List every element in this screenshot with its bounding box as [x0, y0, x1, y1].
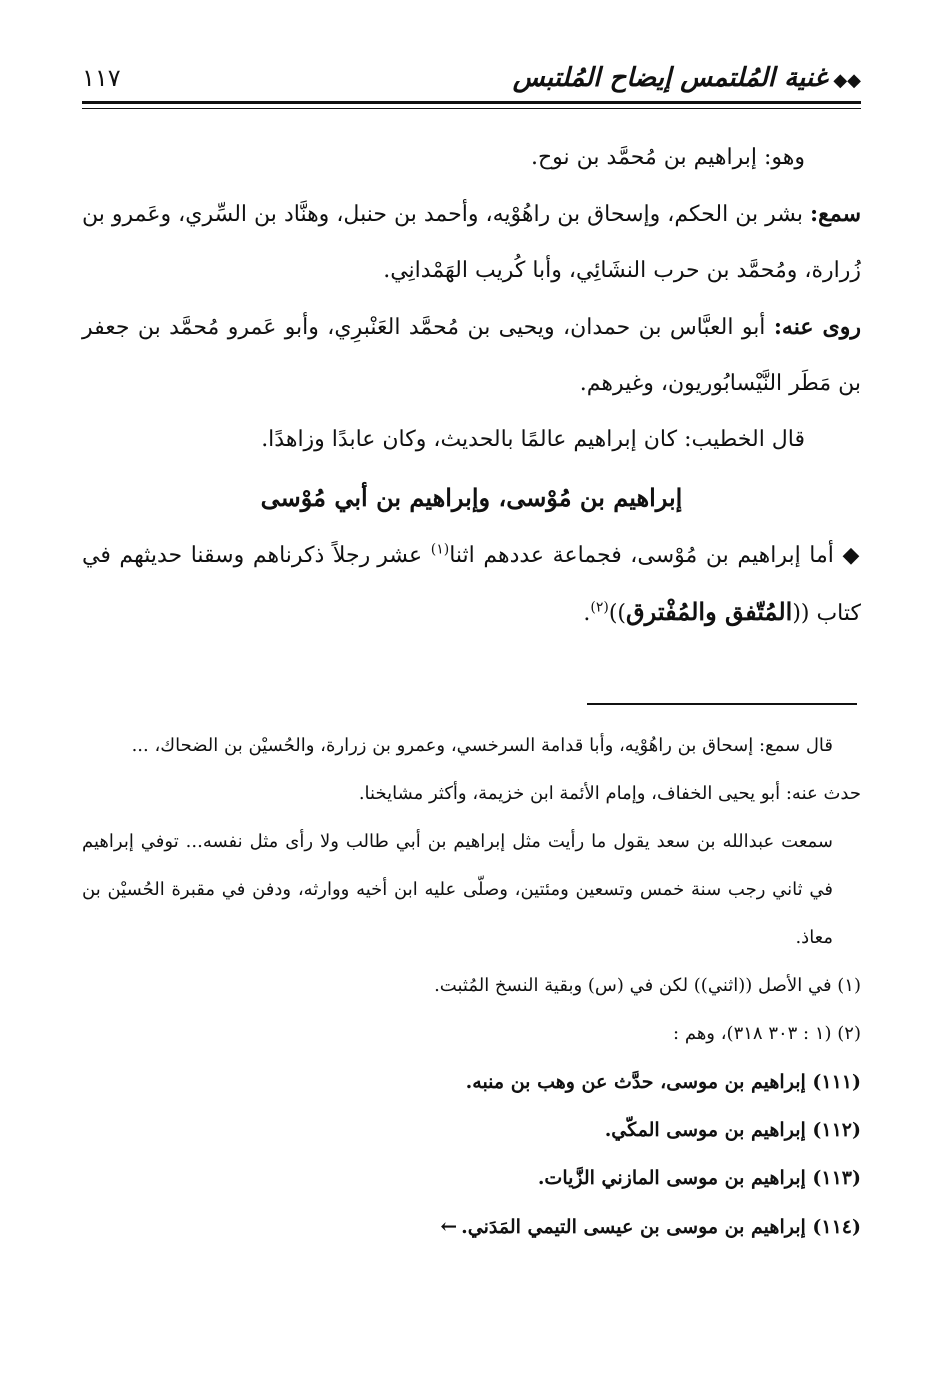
running-title-text: غنية المُلتمس إيضاح المُلتبس [512, 63, 828, 93]
footnote-list-item: (١١٣) إبراهيم بن موسى المازني الزَّيات. [537, 1167, 861, 1189]
paragraph-ibrahim [82, 528, 861, 642]
arrow-left-icon: ← [440, 1214, 458, 1238]
footnote-1: (١) في الأصل ((اثني)) لكن في (س) وبقية النسخ المُثبت. [434, 975, 861, 996]
text-ibrahim-a: أما إبراهيم بن مُوْسى، فجماعة عددهم اثنا [449, 543, 834, 568]
label-rawa: روى عنه: [773, 314, 861, 340]
text-ibrahim-b: عشر رجلاً ذكرناهم وسقنا حديثهم في كتاب (( [82, 543, 861, 626]
footnote-list-item: (١١١) إبراهيم بن موسى، حدَّث عن وهب بن منبه. [465, 1071, 861, 1093]
paragraph-khatib: قال الخطيب: كان إبراهيم عالمًا بالحديث، وكان عابدًا وزاهدًا. [261, 427, 805, 452]
text-ibrahim-c: )) [608, 601, 626, 626]
footnote-continued-c: سمعت عبدالله بن سعد يقول ما رأيت مثل إبراهيم بن أبي طالب ولا رأى مثل نفسه... توفي إبراهيم في ثاني رجب سنة خمس وتسعين ومئتين، وصلّى عليه ابن أخيه ووارثه، ودفن في مقبرة الحُسيْن بن معاذ. [82, 831, 833, 948]
footnote-list-item: (١١٢) إبراهيم بن موسى المكّي. [604, 1119, 861, 1141]
footnote-2: (٢) (١ : ٣٠٣ ٣١٨)، وهم : [673, 1023, 861, 1044]
footnote-ref-1: (١) [430, 541, 450, 558]
page-number: ١١٧ [82, 64, 121, 92]
footnote-ref-2: (٢) [590, 599, 609, 616]
label-sami: سمع: [810, 201, 861, 227]
paragraph-lineage: وهو: إبراهيم بن مُحمَّد بن نوح. [530, 145, 805, 170]
text-ibrahim-end: . [583, 601, 591, 626]
text-sami: بشر بن الحكم، وإسحاق بن راهُوْيه، وأحمد بن حنبل، وهنَّاد بن السِّري، وعَمرو بن زُرارة، ومُحمَّد بن حرب النشَائِي، وأبا كُريب الهَمْدانِي. [82, 202, 861, 283]
footnotes [82, 722, 861, 1251]
diamond-icon: ◆◆ [833, 70, 861, 91]
running-head [82, 58, 861, 98]
footnote-separator [587, 703, 857, 705]
header-rule-thin [82, 108, 861, 109]
header-rule-thick [82, 101, 861, 104]
footnote-continued-b: حدث عنه: أبو يحيى الخفاف، وإمام الأئمة ابن خزيمة، وأكثر مشايخنا. [358, 783, 861, 804]
footnote-continued-a: قال سمع: إسحاق بن راهُوْيه، وأبا قدامة السرخسي، وعمرو بن زرارة، والحُسيْن بن الضحاك، ... [131, 735, 833, 756]
running-title [513, 63, 861, 93]
book-title: المُتّفق والمُفْترق [626, 597, 793, 626]
diamond-icon: ◆ [833, 543, 861, 568]
section-heading: إبراهيم بن مُوْسى، وإبراهيم بن أبي مُوْسى [260, 483, 683, 512]
paragraph-rawa [82, 299, 861, 412]
text-rawa: أبو العبَّاس بن حمدان، ويحيى بن مُحمَّد العَنْبرِي، وأبو عَمرو مُحمَّد بن جعفر بن مَطَر النَّيْسابُوريون، وغيرهم. [82, 315, 861, 396]
footnote-list-item-text: (١١٤) إبراهيم بن موسى بن عيسى التيمي المَدَني. [461, 1216, 861, 1238]
footnote-list-item [82, 1202, 861, 1251]
main-text [82, 130, 861, 642]
paragraph-sami [82, 186, 861, 299]
